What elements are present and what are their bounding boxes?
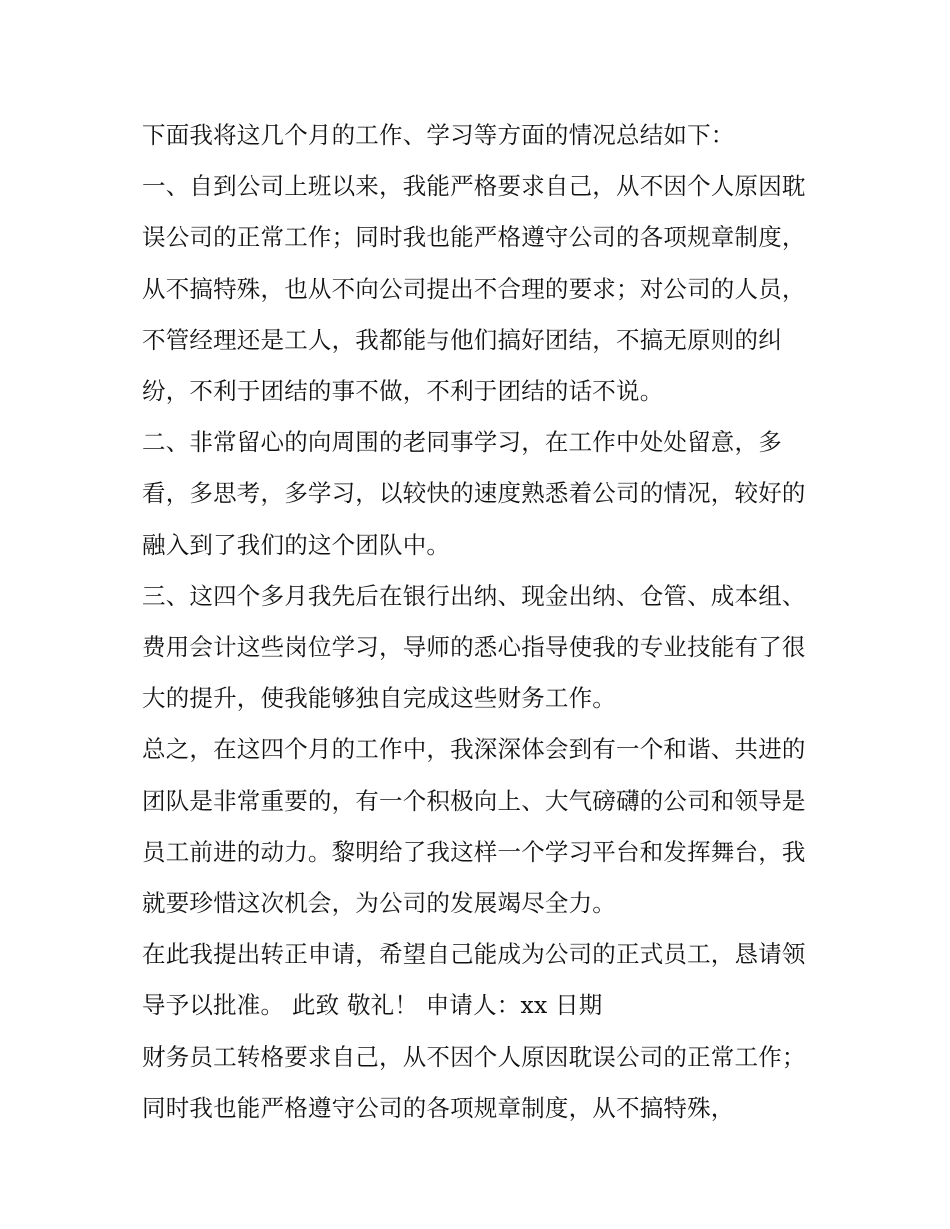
paragraph-point-one: 一、自到公司上班以来，我能严格要求自己，从不因个人原因耽误公司的正常工作；同时我也能严格遵守公司的各项规章制度，从不搞特殊，也从不向公司提出不合理的要求；对公司的人员，不管经理还是工人，我都能与他们搞好团结，不搞无原则的纠纷，不利于团结的事不做，不利于团结的话不说。 <box>142 172 806 406</box>
paragraph-summary-intro: 下面我将这几个月的工作、学习等方面的情况总结如下： <box>142 121 735 149</box>
paragraph-continuation: 财务员工转格要求自己，从不因个人原因耽误公司的正常工作；同时我也能严格遵守公司的各项规章制度，从不搞特殊， <box>142 1042 806 1122</box>
paragraph-point-two: 二、非常留心的向周围的老同事学习，在工作中处处留意，多看，多思考，多学习，以较快的速度熟悉着公司的情况，较好的融入到了我们的这个团队中。 <box>142 428 806 559</box>
paragraph-application-closing: 在此我提出转正申请，希望自己能成为公司的正式员工，恳请领导予以批准。 此致 敬礼！ 申请人：xx 日期 <box>142 940 806 1020</box>
paragraph-conclusion: 总之，在这四个月的工作中，我深深体会到有一个和谐、共进的团队是非常重要的，有一个积极向上、大气磅礴的公司和领导是员工前进的动力。黎明给了我这样一个学习平台和发挥舞台，我就要珍惜这次机会，为公司的发展竭尽全力。 <box>142 735 806 918</box>
paragraph-point-three: 三、这四个多月我先后在银行出纳、现金出纳、仓管、成本组、费用会计这些岗位学习，导师的悉心指导使我的专业技能有了很大的提升，使我能够独自完成这些财务工作。 <box>142 581 806 713</box>
document-body <box>142 110 822 1134</box>
